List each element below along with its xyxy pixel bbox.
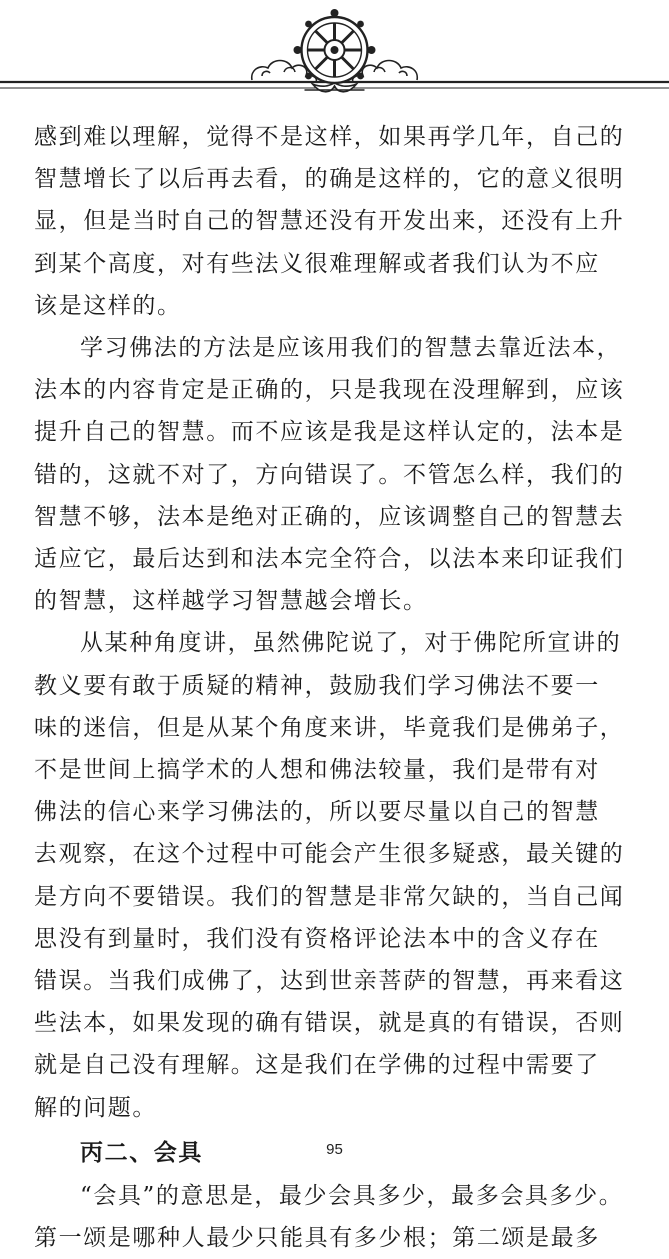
page-number: 95 [326, 1141, 343, 1158]
text-line: 些法本，如果发现的确有错误，就是真的有错误，否则 [34, 1010, 625, 1037]
text-line: 感到难以理解，觉得不是这样，如果再学几年，自己的 [34, 124, 625, 150]
dharma-wheel-icon [294, 9, 376, 92]
text-line: 显，但是当时自己的智慧还没有开发出来，还没有上升 [34, 208, 625, 235]
text-line: 思没有到量时，我们没有资格评论法本中的含义存在 [34, 925, 600, 952]
paragraph-2 [34, 327, 640, 622]
paragraph-3 [34, 622, 640, 1128]
paragraph-1 [34, 116, 640, 327]
header-ornament [0, 0, 669, 112]
text-line: 味的迷信，但是从某个角度来讲，毕竟我们是佛弟子， [34, 714, 625, 741]
page-body [34, 116, 640, 1259]
text-line: 是方向不要错误。我们的智慧是非常欠缺的，当自己闻 [34, 883, 625, 910]
text-line: 不是世间上搞学术的人想和佛法较量，我们是带有对 [34, 757, 600, 784]
text-line: 智慧不够，法本是绝对正确的，应该调整自己的智慧去 [34, 503, 625, 530]
text-line: 提升自己的智慧。而不应该是我是这样认定的，法本是 [34, 419, 625, 446]
text-line: 的智慧，这样越学习智慧越会增长。 [34, 588, 428, 615]
section-heading: 丙二、会具 [80, 1138, 203, 1166]
text-line: 从某种角度讲，虽然佛陀说了，对于佛陀所宣讲的 [80, 630, 622, 657]
text-line: 适应它，最后达到和法本完全符合，以法本来印证我们 [34, 546, 625, 573]
text-line: 学习佛法的方法是应该用我们的智慧去靠近法本， [80, 335, 622, 362]
text-line: 解的问题。 [34, 1094, 157, 1121]
text-line: 智慧增长了以后再去看，的确是这样的，它的意义很明 [34, 166, 625, 193]
paragraph-4 [34, 1175, 640, 1259]
text-line: 法本的内容肯定是正确的，只是我现在没理解到，应该 [34, 377, 625, 404]
text-line: 去观察，在这个过程中可能会产生很多疑惑，最关键的 [34, 841, 625, 868]
text-line: 佛法的信心来学习佛法的，所以要尽量以自己的智慧 [34, 799, 600, 826]
text-line: 教义要有敢于质疑的精神，鼓励我们学习佛法不要一 [34, 672, 600, 699]
text-line: 该是这样的。 [34, 292, 182, 319]
text-line: “会具”的意思是，最少会具多少，最多会具多少。 [80, 1182, 624, 1209]
page-header [0, 0, 669, 112]
text-line: 第一颂是哪种人最少只能具有多少根；第二颂是最多 [34, 1225, 600, 1252]
text-line: 就是自己没有理解。这是我们在学佛的过程中需要了 [34, 1052, 600, 1079]
text-line: 到某个高度，对有些法义很难理解或者我们认为不应 [34, 250, 600, 277]
text-line: 错误。当我们成佛了，达到世亲菩萨的智慧，再来看这 [34, 968, 625, 995]
text-line: 错的，这就不对了，方向错误了。不管怎么样，我们的 [34, 461, 625, 488]
